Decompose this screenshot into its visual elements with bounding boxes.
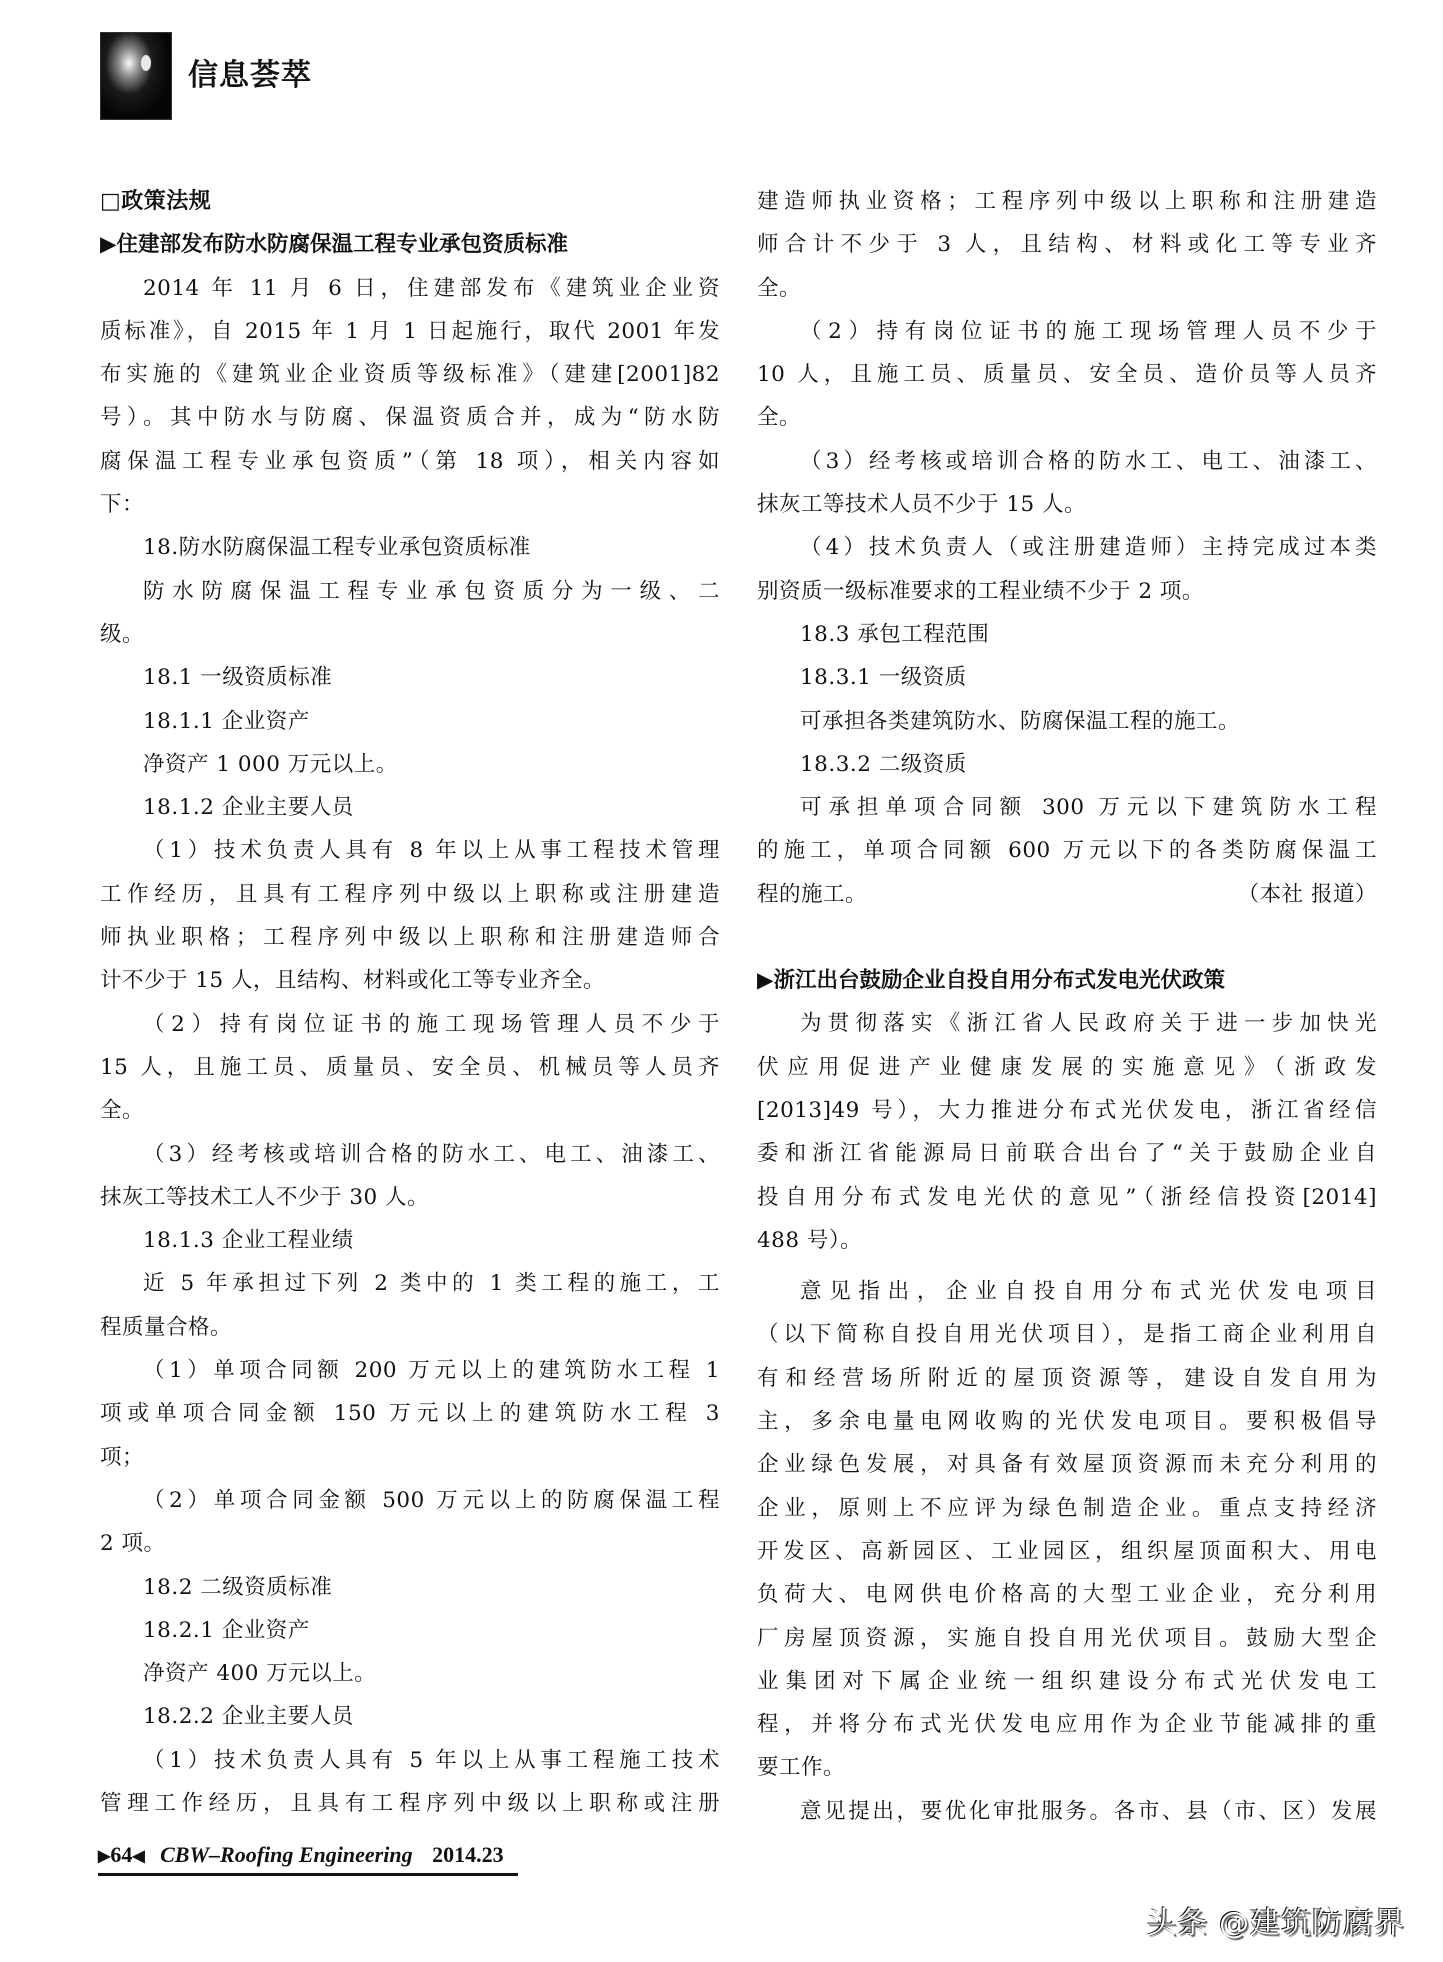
paragraph-line: （1）单项合同额 200 万元以上的建筑防水工程 1 xyxy=(143,1358,720,1384)
paragraph-line: 2014 年 11 月 6 日，住建部发布《建筑业企业资 xyxy=(143,275,720,301)
paragraph-line: （2）持有岗位证书的施工现场管理人员不少于 xyxy=(143,1011,720,1037)
spacer xyxy=(757,916,1377,959)
paragraph-line: 15 人，且施工员、质量员、安全员、机械员等人员齐 xyxy=(100,1054,720,1080)
paragraph-line: 厂房屋顶资源，实施自投自用光伏项目。鼓励大型企 xyxy=(757,1625,1377,1651)
paragraph-line: 净资产 1 000 万元以上。 xyxy=(143,751,398,777)
paragraph-line: 计不少于 15 人，且结构、材料或化工等专业齐全。 xyxy=(100,968,606,994)
paragraph-line: 可承担各类建筑防水、防腐保温工程的施工。 xyxy=(800,708,1241,734)
paragraph-line-with-byline xyxy=(757,873,1377,916)
paragraph-line: 意见提出，要优化审批服务。各市、县（市、区）发展 xyxy=(800,1798,1377,1824)
article-title: ▶住建部发布防水防腐保温工程专业承包资质标准 xyxy=(100,232,569,258)
subheading: 18.1.2 企业主要人员 xyxy=(143,795,354,821)
paragraph-line: 投自用分布式发电光伏的意见”（浙经信投资[2014] xyxy=(757,1184,1377,1210)
paragraph-line: 项； xyxy=(100,1444,145,1470)
paragraph-line: 全。 xyxy=(757,405,802,431)
issue-number: 2014.23 xyxy=(432,1842,504,1867)
subheading: 18.3 承包工程范围 xyxy=(800,621,990,647)
paragraph-line: （2）持有岗位证书的施工现场管理人员不少于 xyxy=(800,318,1377,344)
paragraph-line: 建造师执业资格；工程序列中级以上职称和注册建造 xyxy=(757,189,1377,214)
byline: （本社 报道） xyxy=(1237,881,1377,907)
subheading: 18.1 一级资质标准 xyxy=(143,665,333,691)
paragraph-line: 2 项。 xyxy=(100,1531,166,1557)
paragraph-line: 企业绿色发展，对具备有效屋顶资源而未充分利用的 xyxy=(757,1452,1377,1478)
paragraph-line: 可承担单项合同额 300 万元以下建筑防水工程 xyxy=(800,795,1377,821)
paragraph-line: 腐保温工程专业承包资质”（第 18 项），相关内容如 xyxy=(100,448,720,474)
paragraph-line: 业集团对下属企业统一组织建设分布式光伏发电工 xyxy=(757,1668,1377,1694)
right-column xyxy=(757,180,1377,1833)
journal-name: CBW–Roofing Engineering xyxy=(160,1842,413,1867)
subheading: 18.1.3 企业工程业绩 xyxy=(143,1228,354,1254)
paragraph-line: 为贯彻落实《浙江省人民政府关于进一步加快光 xyxy=(800,1011,1377,1037)
paragraph-line: 布实施的《建筑业企业资质等级标准》（建建[2001]82 xyxy=(100,362,720,388)
section-label: □政策法规 xyxy=(100,189,212,214)
paragraph-line: 全。 xyxy=(757,275,802,301)
paragraph-line: 工作经历，且具有工程序列中级以上职称或注册建造 xyxy=(100,881,720,907)
paragraph-line: 伏应用促进产业健康发展的实施意见》（浙政发 xyxy=(757,1054,1377,1080)
paragraph-line: （3）经考核或培训合格的防水工、电工、油漆工、 xyxy=(800,448,1377,474)
subheading: 18.2 二级资质标准 xyxy=(143,1574,333,1600)
paragraph-line: 项或单项合同金额 150 万元以上的建筑防水工程 3 xyxy=(100,1401,720,1427)
paragraph-line: （1）技术负责人具有 5 年以上从事工程施工技术 xyxy=(143,1747,720,1773)
paragraph-line: 主，多余电量电网收购的光伏发电项目。要积极倡导 xyxy=(757,1409,1377,1435)
paragraph-line: [2013]49 号），大力推进分布式光伏发电，浙江省经信 xyxy=(757,1097,1377,1123)
watermark: 头条 @建筑防腐界 xyxy=(1146,1906,1405,1941)
paragraph-line: 10 人，且施工员、质量员、安全员、造价员等人员齐 xyxy=(757,362,1377,388)
paragraph-line: 委和浙江省能源局日前联合出台了“关于鼓励企业自 xyxy=(757,1141,1377,1167)
paragraph-line: 抹灰工等技术工人不少于 30 人。 xyxy=(100,1184,430,1210)
paragraph-line: 的施工，单项合同额 600 万元以下的各类防腐保温工 xyxy=(757,838,1377,864)
paragraph-line: （1）技术负责人具有 8 年以上从事工程技术管理 xyxy=(143,838,720,864)
paragraph-line: 要工作。 xyxy=(757,1755,846,1781)
spacer xyxy=(757,1262,1377,1270)
right-triangle-icon: ▶ xyxy=(98,1848,111,1865)
paragraph-line: 程质量合格。 xyxy=(100,1314,233,1340)
paragraph-line: 意见指出，企业自投自用分布式光伏发电项目 xyxy=(800,1279,1377,1305)
paragraph-line: 下： xyxy=(100,492,145,518)
article-title: ▶浙江出台鼓励企业自投自用分布式发电光伏政策 xyxy=(757,968,1226,994)
left-column xyxy=(100,180,720,1825)
paragraph-line: 负荷大、电网供电价格高的大型工业企业，充分利用 xyxy=(757,1582,1377,1608)
paragraph-line: 师合计不少于 3 人，且结构、材料或化工等专业齐 xyxy=(757,232,1377,258)
subheading: 18.2.1 企业资产 xyxy=(143,1617,310,1643)
subheading: 18.2.2 企业主要人员 xyxy=(143,1704,354,1730)
paragraph-line: 净资产 400 万元以上。 xyxy=(143,1661,377,1687)
paragraph-line: （以下简称自投自用光伏项目），是指工商企业利用自 xyxy=(757,1322,1377,1348)
paragraph-line: 级。 xyxy=(100,621,145,647)
paragraph-line: 抹灰工等技术人员不少于 15 人。 xyxy=(757,492,1087,518)
paragraph-line: 全。 xyxy=(100,1098,145,1124)
paragraph-line: （2）单项合同金额 500 万元以上的防腐保温工程 xyxy=(143,1487,720,1513)
page-footer xyxy=(98,1837,518,1876)
paragraph-line: （3）经考核或培训合格的防水工、电工、油漆工、 xyxy=(143,1141,720,1167)
paragraph-line: （4）技术负责人（或注册建造师）主持完成过本类 xyxy=(800,535,1377,561)
page-number: 64 xyxy=(110,1842,133,1867)
paragraph-line: 488 号）。 xyxy=(757,1227,863,1253)
subheading: 18.3.1 一级资质 xyxy=(800,665,967,691)
paragraph-line: 有和经营场所附近的屋顶资源等，建设自发自用为 xyxy=(757,1365,1377,1391)
paragraph-text: 程的施工。 xyxy=(757,881,868,907)
paragraph-line: 质标准》，自 2015 年 1 月 1 日起施行，取代 2001 年发 xyxy=(100,318,720,344)
section-header-title: 信息荟萃 xyxy=(188,58,312,93)
subheading: 18.1.1 企业资产 xyxy=(143,708,310,734)
left-triangle-icon: ◀ xyxy=(132,1848,145,1865)
paragraph-line: 企业，原则上不应评为绿色制造企业。重点支持经济 xyxy=(757,1495,1377,1521)
paragraph-line: 师执业职格；工程序列中级以上职称和注册建造师合 xyxy=(100,925,720,951)
dark-sphere-logo-icon xyxy=(100,32,172,120)
paragraph-line: 管理工作经历，且具有工程序列中级以上职称或注册 xyxy=(100,1790,720,1816)
paragraph-line: 近 5 年承担过下列 2 类中的 1 类工程的施工，工 xyxy=(143,1271,720,1297)
paragraph-line: 程，并将分布式光伏发电应用作为企业节能减排的重 xyxy=(757,1712,1377,1738)
paragraph-line: 防水防腐保温工程专业承包资质分为一级、二 xyxy=(143,578,720,604)
page-header xyxy=(100,28,1400,118)
paragraph-line: 开发区、高新园区、工业园区，组织屋顶面积大、用电 xyxy=(757,1538,1377,1564)
subheading: 18.防水防腐保温工程专业承包资质标准 xyxy=(143,535,531,561)
paragraph-line: 别资质一级标准要求的工程业绩不少于 2 项。 xyxy=(757,578,1204,604)
subheading: 18.3.2 二级资质 xyxy=(800,751,967,777)
paragraph-line: 号）。其中防水与防腐、保温资质合并，成为“防水防 xyxy=(100,405,720,431)
